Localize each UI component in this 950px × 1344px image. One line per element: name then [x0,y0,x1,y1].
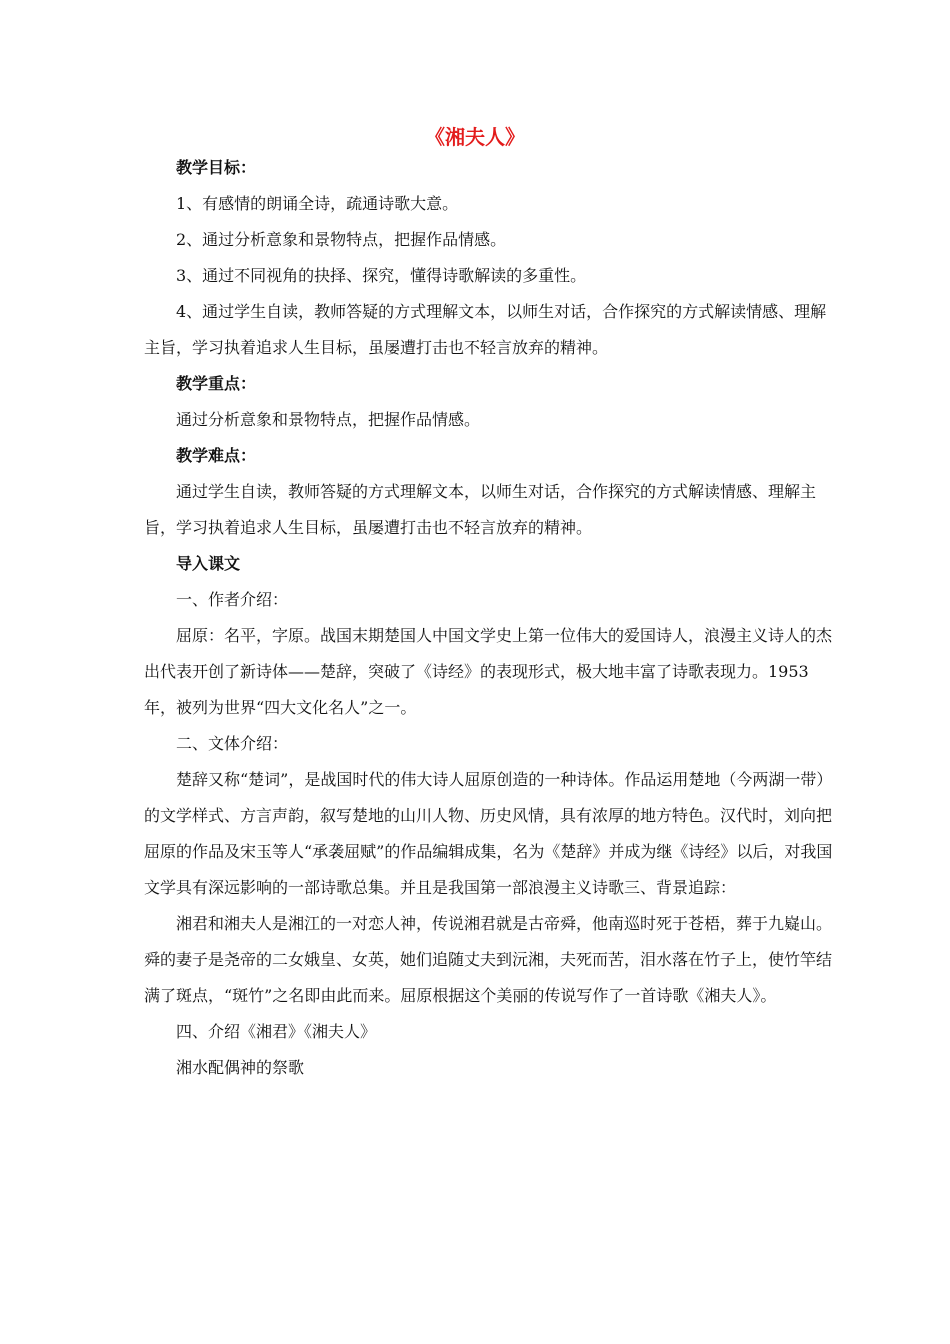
document-body [144,150,834,1086]
background-text: 湘君和湘夫人是湘江的一对恋人神，传说湘君就是古帝舜，他南巡时死于苍梧，葬于九嶷山。舜的妻子是尧帝的二女娥皇、女英，她们追随丈夫到沅湘，夫死而苦，泪水落在竹子上，使竹竿结满了斑点，“斑竹”之名即由此而来。屈原根据这个美丽的传说写作了一首诗歌《湘夫人》。 [144,914,833,1005]
objective-item: 1、有感情的朗诵全诗，疏通诗歌大意。 [176,194,459,213]
difficulty-text: 通过学生自读，教师答疑的方式理解文本，以师生对话，合作探究的方式解读情感、理解主旨，学习执着追求人生目标，虽屡遭打击也不轻言放弃的精神。 [144,482,817,537]
difficulty-heading: 教学难点： [176,446,257,465]
intro4-text: 湘水配偶神的祭歌 [176,1058,305,1077]
objectives-heading: 教学目标： [176,158,257,177]
document-title: 《湘夫人》 [425,125,525,149]
key-text: 通过分析意象和景物特点，把握作品情感。 [176,410,481,429]
genre-text: 楚辞又称“楚词”，是战国时代的伟大诗人屈原创造的一种诗体。作品运用楚地（今两湖一带）的文学样式、方言声韵，叙写楚地的山川人物、历史风情，具有浓厚的地方特色。汉代时，刘向把屈原的作品及宋玉等人“承袭屈赋”的作品编辑成集，名为《楚辞》并成为继《诗经》以后，对我国文学具有深远影响的一部诗歌总集。并且是我国第一部浪漫主义诗歌三、背景追踪： [144,770,833,897]
intro-heading: 导入课文 [176,554,241,573]
objective-item: 2、通过分析意象和景物特点，把握作品情感。 [176,230,507,249]
intro4-heading: 四、介绍《湘君》《湘夫人》 [176,1022,377,1041]
author-text: 屈原：名平，字原。战国末期楚国人中国文学史上第一位伟大的爱国诗人，浪漫主义诗人的杰出代表开创了新诗体——楚辞，突破了《诗经》的表现形式，极大地丰富了诗歌表现力。1953年，被列为世界“四大文化名人”之一。 [144,626,833,717]
objective-item: 3、通过不同视角的抉择、探究，懂得诗歌解读的多重性。 [176,266,587,285]
author-heading: 一、作者介绍： [176,590,289,609]
key-heading: 教学重点： [176,374,257,393]
genre-heading: 二、文体介绍： [176,734,289,753]
objective-item: 4、通过学生自读，教师答疑的方式理解文本，以师生对话，合作探究的方式解读情感、理解主旨，学习执着追求人生目标，虽屡遭打击也不轻言放弃的精神。 [144,302,827,357]
